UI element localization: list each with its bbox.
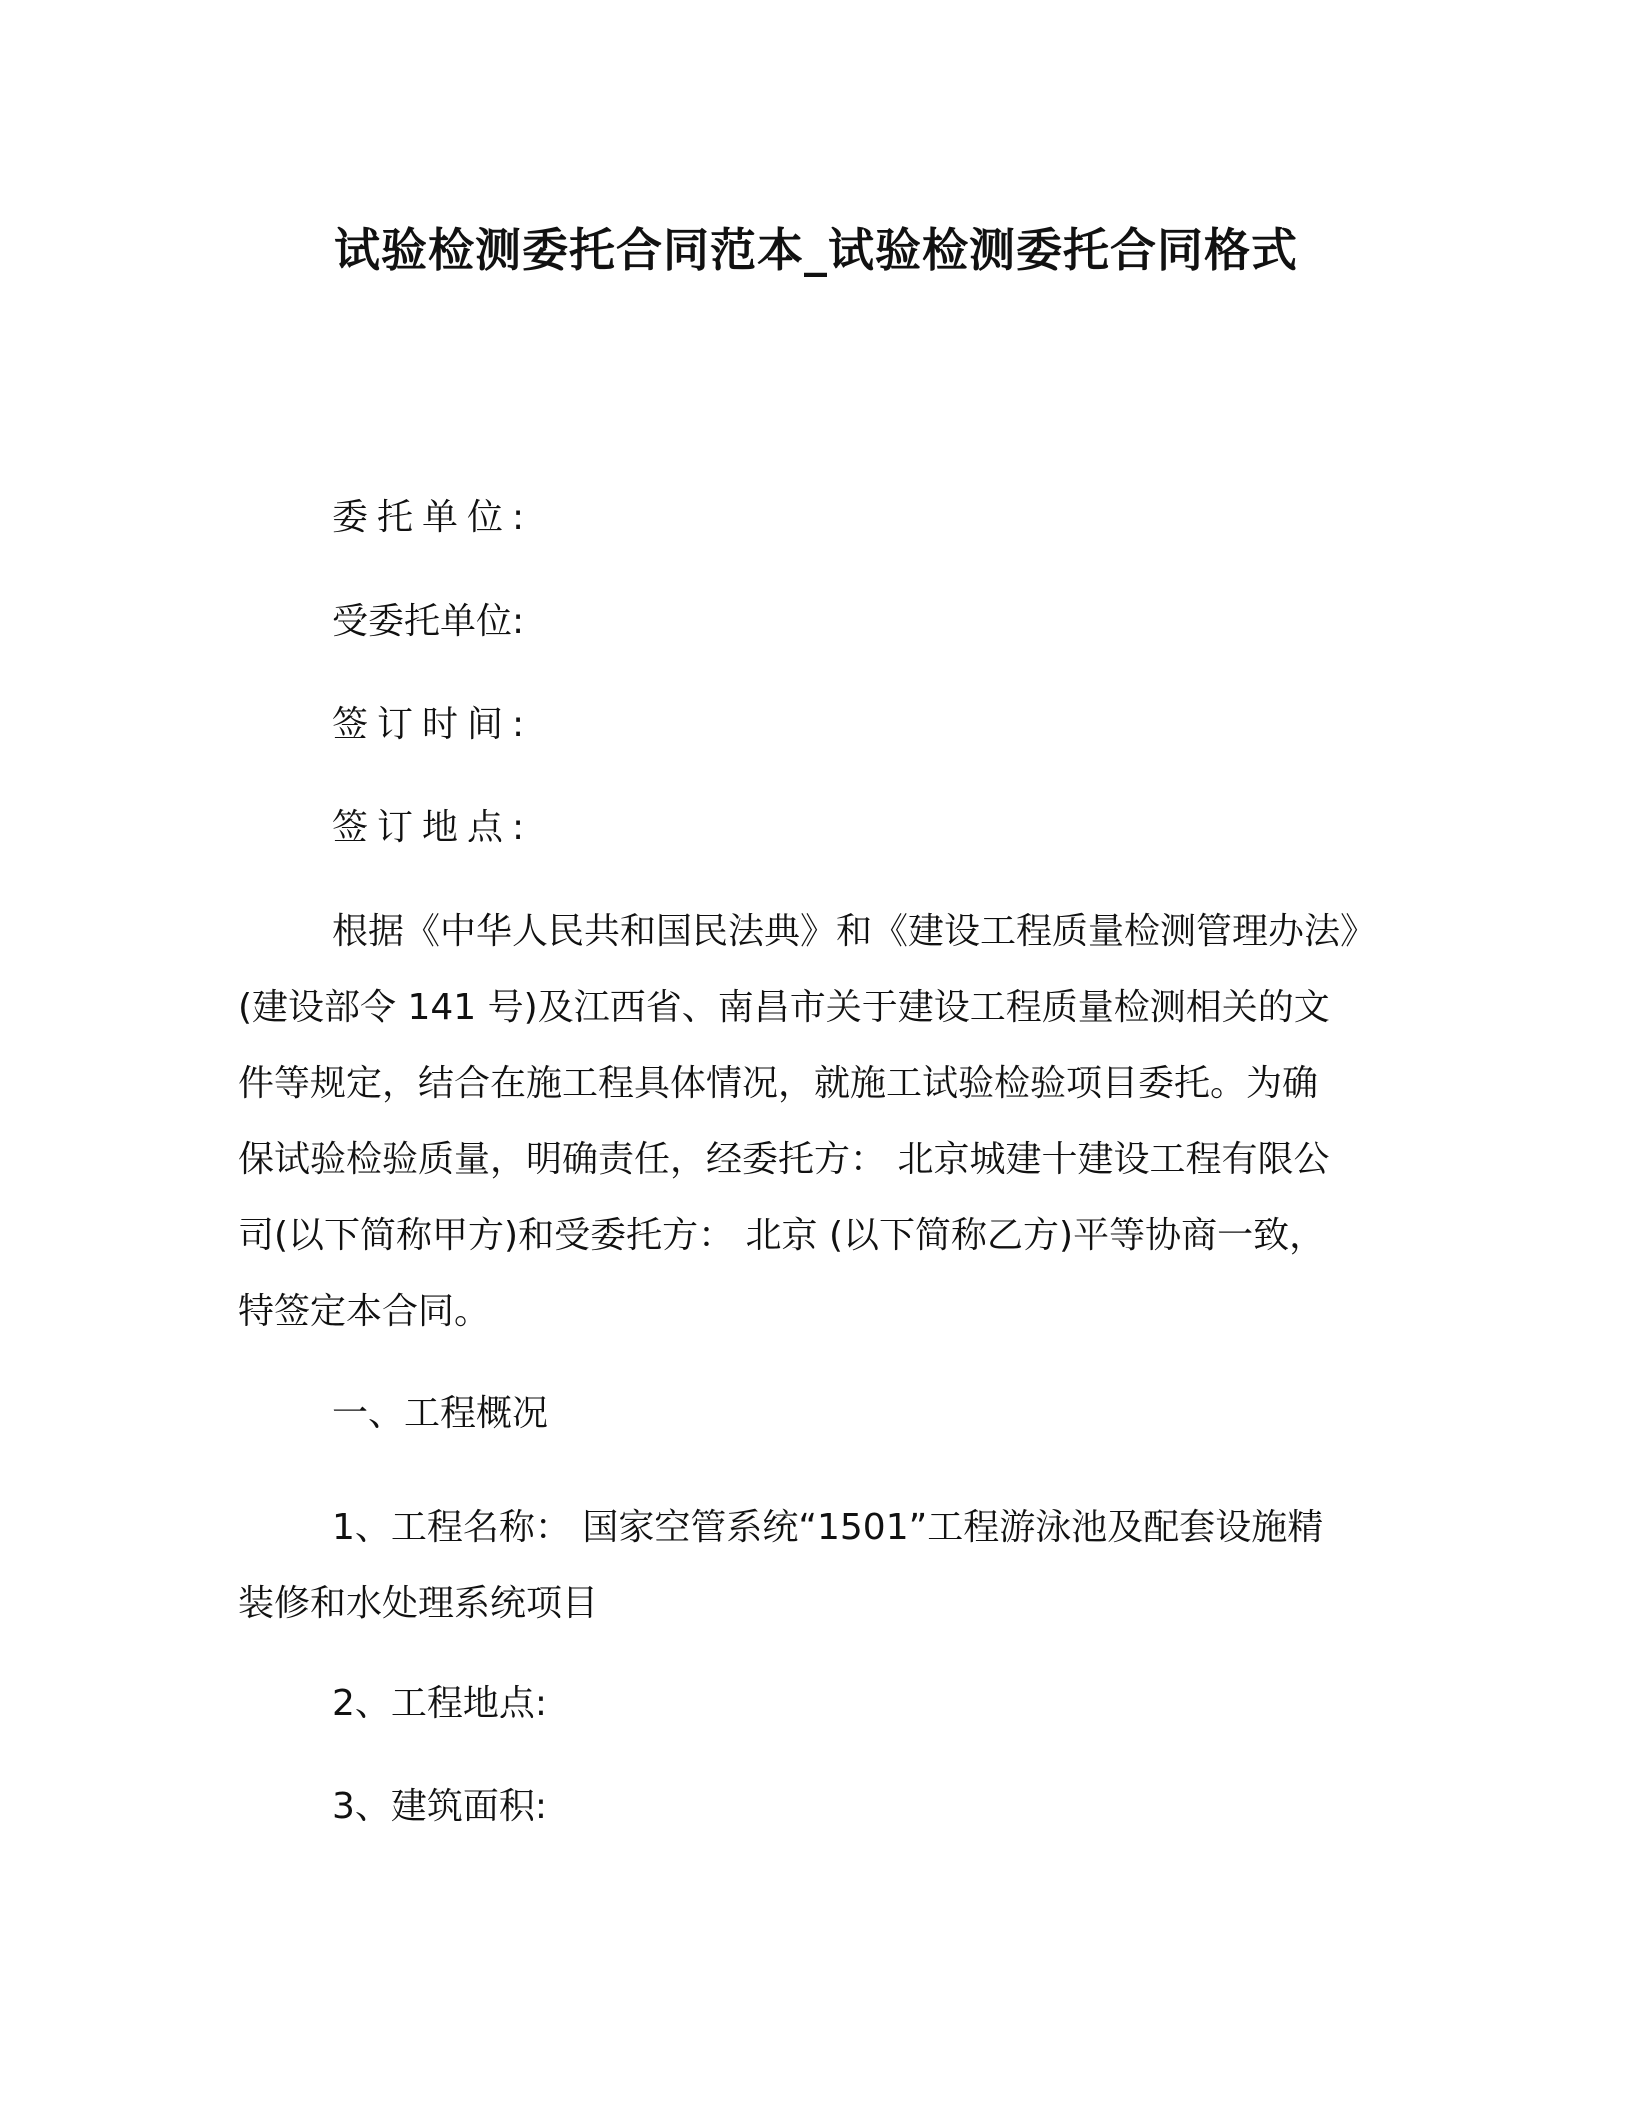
section-heading-project-overview: 一、工程概况 [332, 1393, 549, 1434]
field-client: 委托单位: [332, 497, 534, 538]
document-title: 试验检测委托合同范本_试验检测委托合同格式 [334, 223, 1298, 277]
field-sign-place: 签订地点: [332, 807, 534, 848]
field-contractor: 受委托单位: [332, 601, 525, 642]
item-line: 装修和水处理系统项目 [238, 1583, 599, 1624]
intro-line: 保试验检验质量，明确责任，经委托方： 北京城建十建设工程有限公 [238, 1139, 1330, 1180]
intro-line: 司(以下简称甲方)和受委托方： 北京 (以下简称乙方)平等协商一致， [238, 1215, 1326, 1256]
field-sign-date: 签订时间: [332, 704, 534, 745]
intro-line: 根据《中华人民共和国民法典》和《建设工程质量检测管理办法》 [332, 911, 1377, 952]
intro-line: 件等规定，结合在施工程具体情况，就施工试验检验项目委托。为确 [238, 1063, 1319, 1104]
intro-line: (建设部令 141 号)及江西省、南昌市关于建设工程质量检测相关的文 [238, 987, 1330, 1028]
item-building-area: 3、建筑面积: [332, 1786, 548, 1827]
item-line: 1、工程名称： 国家空管系统“1501”工程游泳池及配套设施精 [332, 1507, 1324, 1548]
item-project-name [238, 1490, 1408, 1642]
intro-paragraph [238, 894, 1408, 1350]
item-project-location: 2、工程地点: [332, 1683, 548, 1724]
intro-line: 特签定本合同。 [238, 1291, 491, 1332]
